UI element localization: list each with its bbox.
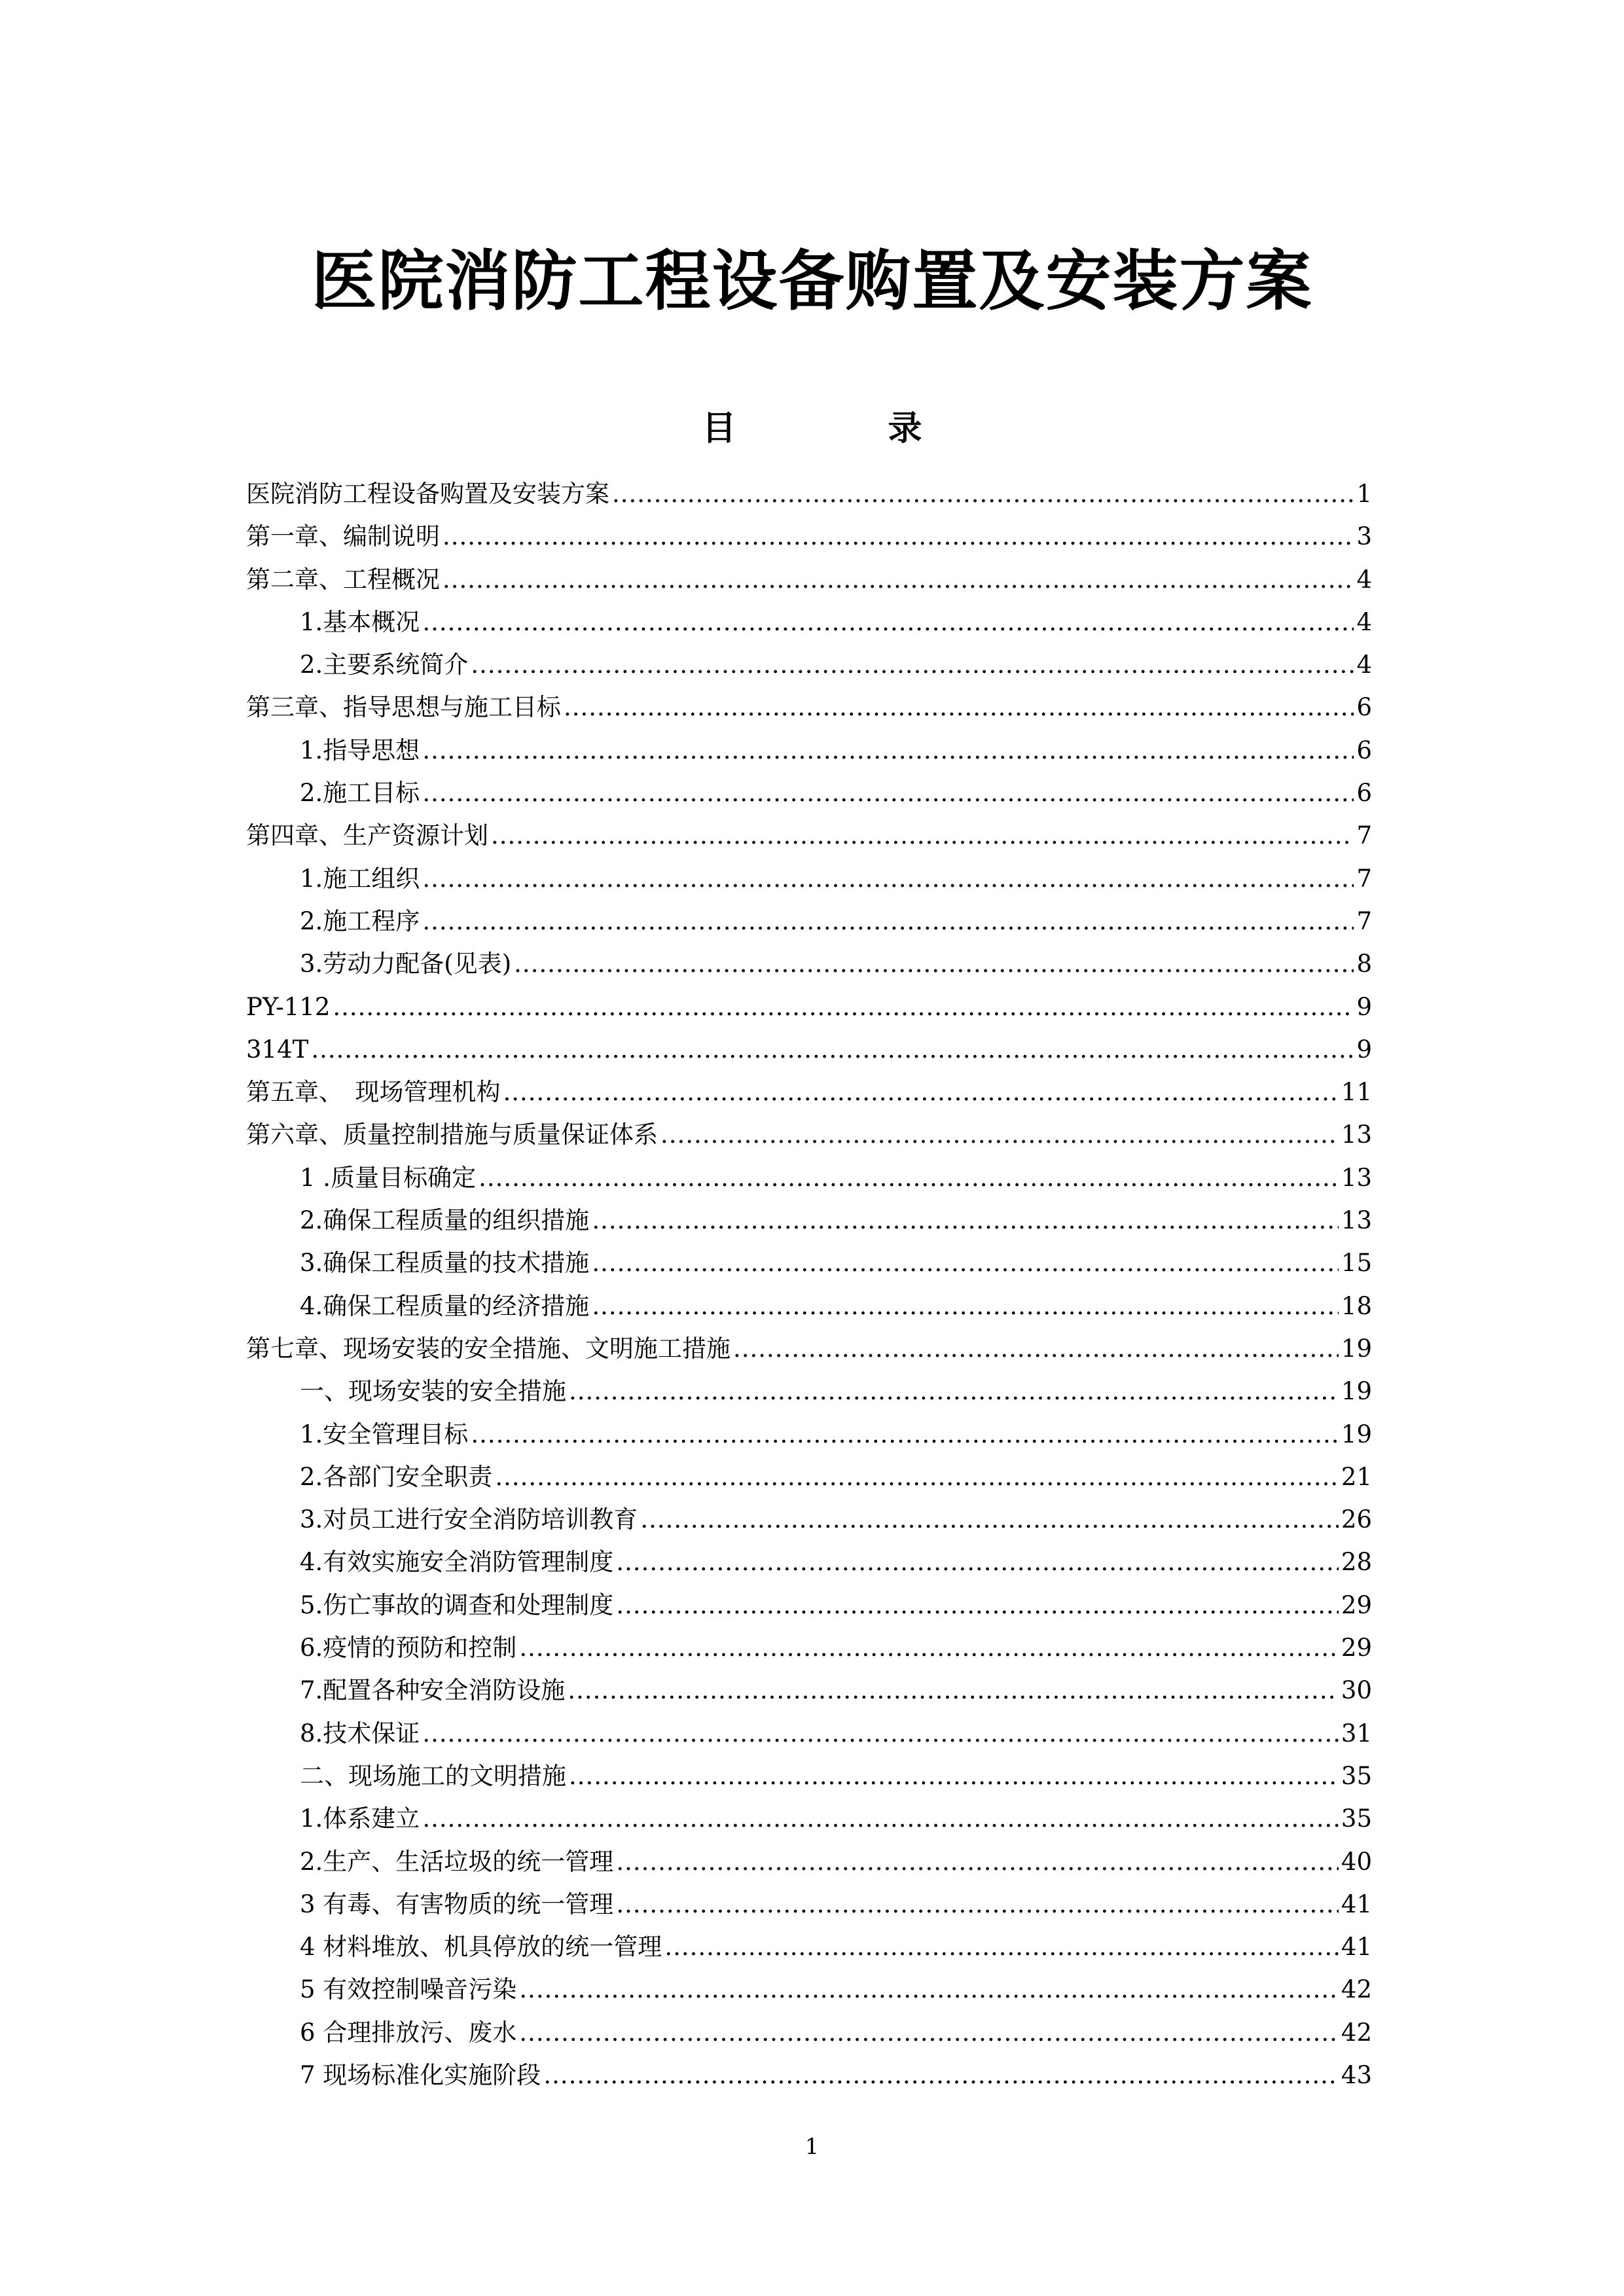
toc-entry-title: 1 .质量目标确定 — [300, 1163, 477, 1192]
toc-entry-title: 3.对员工进行安全消防培训教育 — [300, 1505, 638, 1534]
toc-entry-title: 1.体系建立 — [300, 1804, 420, 1833]
toc-entry[interactable] — [246, 1498, 1372, 1541]
toc-dot-leader — [568, 1669, 1339, 1712]
toc-dot-leader — [519, 2011, 1339, 2054]
toc-entry-page: 30 — [1341, 1676, 1372, 1705]
toc-dot-leader — [491, 814, 1354, 857]
toc-dot-leader — [442, 515, 1354, 558]
toc-dot-leader — [503, 1071, 1339, 1113]
toc-entry-title: 1.安全管理目标 — [300, 1420, 469, 1448]
toc-entry[interactable] — [246, 1327, 1372, 1370]
toc-entry-page: 40 — [1341, 1847, 1372, 1876]
toc-entry-page: 31 — [1341, 1719, 1372, 1748]
toc-heading: 目 录 — [702, 409, 981, 448]
toc-entry-title: 3 有毒、有害物质的统一管理 — [300, 1890, 614, 1918]
toc-entry-page: 4 — [1356, 607, 1372, 636]
toc-entry-title: 7 现场标准化实施阶段 — [300, 2060, 541, 2089]
toc-entry-page: 6 — [1356, 779, 1372, 808]
toc-entry[interactable] — [246, 1968, 1372, 2011]
toc-entry[interactable] — [246, 1113, 1372, 1156]
toc-entry-page: 42 — [1341, 2018, 1372, 2047]
toc-entry-title: 二、现场施工的文明措施 — [300, 1761, 566, 1790]
toc-dot-leader — [471, 1413, 1339, 1456]
toc-entry[interactable] — [246, 857, 1372, 900]
toc-entry-title: 314T — [246, 1035, 309, 1064]
toc-entry[interactable] — [246, 1199, 1372, 1242]
toc-dot-leader — [592, 1242, 1339, 1284]
toc-entry-title: 7.配置各种安全消防设施 — [300, 1676, 566, 1705]
toc-entry-page: 35 — [1341, 1804, 1372, 1833]
toc-entry[interactable] — [246, 1797, 1372, 1840]
toc-dot-leader — [422, 857, 1354, 900]
toc-dot-leader — [311, 1028, 1354, 1071]
toc-entry[interactable] — [246, 1541, 1372, 1583]
toc-entry[interactable] — [246, 1626, 1372, 1669]
toc-entry-page: 9 — [1356, 992, 1372, 1021]
toc-dot-leader — [442, 558, 1354, 601]
toc-entry-page: 42 — [1341, 1975, 1372, 2004]
toc-entry-title: 1.施工组织 — [300, 864, 420, 893]
toc-entry-title: 1.基本概况 — [300, 607, 420, 636]
toc-entry-page: 1 — [1356, 480, 1372, 508]
toc-entry-title: 6 合理排放污、废水 — [300, 2018, 517, 2047]
toc-dot-leader — [422, 900, 1354, 942]
toc-entry-page: 11 — [1341, 1078, 1372, 1107]
toc-dot-leader — [422, 1712, 1339, 1755]
toc-entry-page: 35 — [1341, 1761, 1372, 1790]
toc-entry-page: 4 — [1356, 565, 1372, 594]
toc-entry[interactable] — [246, 2011, 1372, 2054]
toc-entry-page: 13 — [1341, 1206, 1372, 1235]
toc-entry-page: 9 — [1356, 1035, 1372, 1064]
toc-dot-leader — [519, 1968, 1339, 2011]
toc-dot-leader — [514, 942, 1354, 985]
toc-entry[interactable] — [246, 1712, 1372, 1755]
toc-entry-page: 4 — [1356, 651, 1372, 679]
toc-entry-title: 3.确保工程质量的技术措施 — [300, 1249, 590, 1278]
toc-dot-leader — [660, 1113, 1339, 1156]
toc-entry-page: 19 — [1341, 1377, 1372, 1406]
toc-entry-page: 43 — [1341, 2060, 1372, 2089]
toc-entry-page: 6 — [1356, 736, 1372, 764]
toc-entry-page: 18 — [1341, 1291, 1372, 1320]
toc-entry-title: 1.指导思想 — [300, 736, 420, 764]
toc-entry-title: 医院消防工程设备购置及安装方案 — [246, 480, 609, 508]
toc-entry-page: 7 — [1356, 906, 1372, 935]
toc-dot-leader — [640, 1498, 1339, 1541]
toc-dot-leader — [733, 1327, 1339, 1370]
toc-entry[interactable] — [246, 2054, 1372, 2096]
toc-entry-page: 8 — [1356, 950, 1372, 978]
toc-dot-leader — [569, 1370, 1339, 1412]
table-of-contents — [246, 473, 1372, 2096]
toc-entry-page: 26 — [1341, 1505, 1372, 1534]
toc-entry[interactable] — [246, 1669, 1372, 1712]
toc-entry[interactable] — [246, 1840, 1372, 1883]
toc-entry-title: 2.各部门安全职责 — [300, 1462, 493, 1491]
toc-dot-leader — [564, 686, 1354, 728]
toc-dot-leader — [616, 1584, 1339, 1626]
toc-entry-title: 第三章、指导思想与施工目标 — [246, 693, 561, 722]
toc-dot-leader — [592, 1199, 1339, 1242]
toc-entry[interactable] — [246, 1926, 1372, 1968]
toc-entry-title: 2.生产、生活垃圾的统一管理 — [300, 1847, 614, 1876]
toc-entry-title: 5 有效控制噪音污染 — [300, 1975, 517, 2004]
toc-dot-leader — [422, 601, 1354, 643]
toc-dot-leader — [569, 1755, 1339, 1797]
toc-entry[interactable] — [246, 1755, 1372, 1797]
toc-entry-title: 一、现场安装的安全措施 — [300, 1377, 566, 1406]
toc-entry[interactable] — [246, 772, 1372, 814]
toc-entry-page: 13 — [1341, 1163, 1372, 1192]
toc-entry-page: 3 — [1356, 522, 1372, 551]
toc-entry-title: 4.确保工程质量的经济措施 — [300, 1291, 590, 1320]
toc-entry[interactable] — [246, 942, 1372, 985]
toc-entry-title: 3.劳动力配备(见表) — [300, 950, 512, 978]
toc-dot-leader — [612, 473, 1354, 515]
toc-entry-page: 7 — [1356, 821, 1372, 850]
toc-entry-page: 41 — [1341, 1890, 1372, 1918]
toc-entry[interactable] — [246, 643, 1372, 686]
toc-dot-leader — [422, 1797, 1339, 1840]
toc-entry-title: 第六章、质量控制措施与质量保证体系 — [246, 1121, 658, 1149]
toc-entry-title: 2.施工目标 — [300, 779, 420, 808]
toc-entry-title: 4 材料堆放、机具停放的统一管理 — [300, 1933, 662, 1962]
toc-entry-title: 第五章、 现场管理机构 — [246, 1078, 501, 1107]
toc-entry-title: 8.技术保证 — [300, 1719, 420, 1748]
toc-dot-leader — [543, 2054, 1339, 2096]
toc-entry[interactable] — [246, 900, 1372, 942]
toc-entry[interactable] — [246, 1413, 1372, 1456]
toc-entry-title: 2.主要系统简介 — [300, 651, 469, 679]
toc-dot-leader — [495, 1456, 1339, 1498]
toc-entry-title: 5.伤亡事故的调查和处理制度 — [300, 1590, 614, 1619]
toc-dot-leader — [478, 1157, 1339, 1199]
toc-entry[interactable] — [246, 1456, 1372, 1498]
toc-entry[interactable] — [246, 1028, 1372, 1071]
toc-entry-page: 6 — [1356, 693, 1372, 722]
toc-entry-page: 19 — [1341, 1420, 1372, 1448]
toc-entry[interactable] — [246, 1370, 1372, 1412]
toc-entry-title: 4.有效实施安全消防管理制度 — [300, 1548, 614, 1577]
toc-entry[interactable] — [246, 814, 1372, 857]
document-title: 医院消防工程设备购置及安装方案 — [311, 243, 1313, 319]
toc-dot-leader — [616, 1883, 1339, 1926]
toc-entry[interactable] — [246, 515, 1372, 558]
toc-entry-page: 29 — [1341, 1590, 1372, 1619]
toc-dot-leader — [592, 1285, 1339, 1327]
toc-entry-title: 第二章、工程概况 — [246, 565, 440, 594]
toc-entry[interactable] — [246, 1883, 1372, 1926]
toc-entry-title: 6.疫情的预防和控制 — [300, 1634, 517, 1662]
toc-dot-leader — [471, 643, 1354, 686]
toc-entry-title: 第七章、现场安装的安全措施、文明施工措施 — [246, 1334, 731, 1363]
toc-entry-title: 第一章、编制说明 — [246, 522, 440, 551]
toc-entry[interactable] — [246, 1285, 1372, 1327]
toc-entry[interactable] — [246, 473, 1372, 515]
toc-dot-leader — [616, 1541, 1339, 1583]
toc-dot-leader — [664, 1926, 1339, 1968]
toc-entry[interactable] — [246, 686, 1372, 728]
toc-entry-page: 21 — [1341, 1462, 1372, 1491]
toc-entry-title: 第四章、生产资源计划 — [246, 821, 488, 850]
toc-entry-page: 15 — [1341, 1249, 1372, 1278]
toc-dot-leader — [422, 729, 1354, 772]
toc-entry-page: 19 — [1341, 1334, 1372, 1363]
toc-entry-title: PY-112 — [246, 992, 331, 1021]
toc-dot-leader — [519, 1626, 1339, 1669]
toc-entry-page: 7 — [1356, 864, 1372, 893]
toc-entry-page: 41 — [1341, 1933, 1372, 1962]
toc-entry[interactable] — [246, 1242, 1372, 1284]
toc-dot-leader — [616, 1840, 1339, 1883]
toc-entry[interactable] — [246, 1584, 1372, 1626]
toc-dot-leader — [422, 772, 1354, 814]
toc-entry[interactable] — [246, 558, 1372, 601]
toc-entry-title: 2.确保工程质量的组织措施 — [300, 1206, 590, 1235]
toc-entry[interactable] — [246, 986, 1372, 1028]
toc-entry[interactable] — [246, 601, 1372, 643]
toc-entry-page: 13 — [1341, 1121, 1372, 1149]
toc-entry-page: 29 — [1341, 1634, 1372, 1662]
page-number: 1 — [804, 2134, 820, 2160]
toc-dot-leader — [333, 986, 1354, 1028]
toc-entry-page: 28 — [1341, 1548, 1372, 1577]
toc-entry[interactable] — [246, 729, 1372, 772]
toc-entry-title: 2.施工程序 — [300, 906, 420, 935]
toc-entry[interactable] — [246, 1071, 1372, 1113]
toc-entry[interactable] — [246, 1157, 1372, 1199]
